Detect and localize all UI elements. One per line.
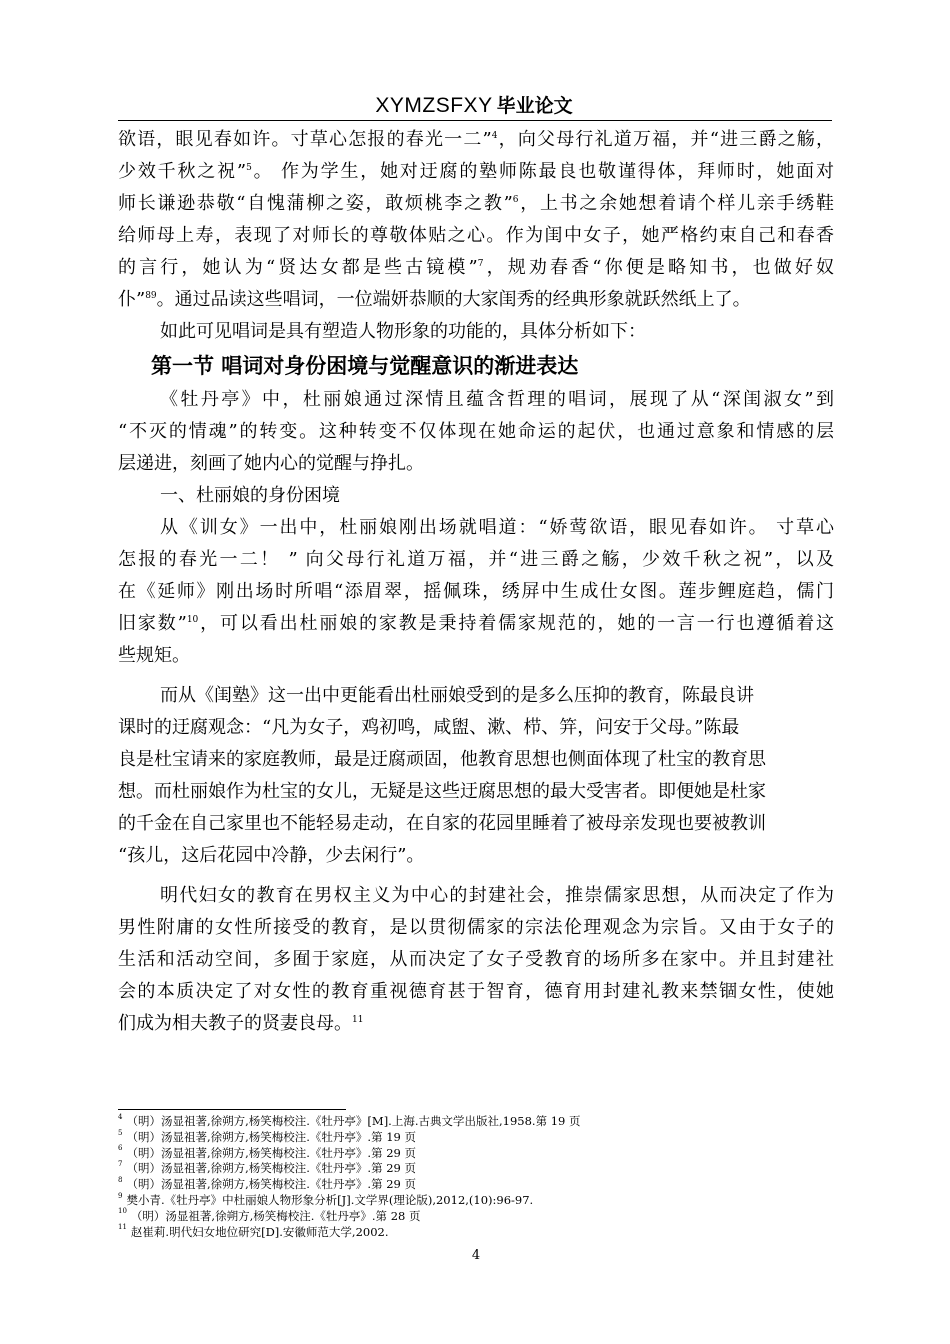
text-line: “孩儿，这后花园中冷静，少去闲行”。: [118, 845, 425, 866]
text-line: 怎报的春光一二！ ” 向父母行礼道万福，并“进三爵之觞，少效千秋之祝”，以及: [118, 549, 834, 570]
text-line: 如此可见唱词是具有塑造人物形象的功能的，具体分析如下：: [160, 321, 646, 342]
text-line: 的言行，她认为“贤达女都是些古镜模”$^7$，规劝春香“你便是略知书，也做好奴: [118, 257, 834, 278]
footnote-ref[interactable]: 10: [186, 614, 199, 625]
body-text: [118, 124, 834, 1040]
header-suffix: 毕业论文: [496, 95, 573, 117]
subsection-heading: [118, 480, 834, 512]
text-line: “不灭的情魂”的转变。这种转变不仅体现在她命运的起伏，也通过意象和情感的层: [118, 421, 834, 442]
footnote-number: 8: [118, 1175, 123, 1184]
text-line: 明代妇女的教育在男权主义为中心的封建社会，推崇儒家思想，从而决定了作为: [160, 885, 834, 906]
page-number: 4: [471, 1248, 481, 1263]
paragraph-gap: [118, 672, 834, 680]
header-code: XYMZSFXY: [375, 94, 493, 117]
paragraph: [118, 680, 834, 872]
text-line: 想。而杜丽娘作为杜宝的女儿，无疑是这些迂腐思想的最大受害者。即便她是杜家: [118, 781, 766, 802]
footnote-ref[interactable]: 89: [145, 290, 157, 301]
header-rule: [118, 120, 832, 121]
footnote-number: 10: [118, 1207, 127, 1216]
text-line: 而从《闺塾》这一出中更能看出杜丽娘受到的是多么压抑的教育，陈最良讲: [160, 685, 754, 706]
text-line: 些规矩。: [118, 645, 190, 666]
text-line: 课时的迂腐观念：“凡为女子，鸡初鸣，咸盥、漱、栉、笄，问安于父母。”陈最: [118, 717, 740, 738]
text-line: 师长谦逊恭敬“自愧蒲柳之姿，敢烦桃李之教”$^6$，上书之余她想着请个样儿亲手绣鞋: [118, 193, 835, 214]
paragraph: [118, 384, 834, 480]
paragraph: [118, 124, 834, 316]
footnote: $^9$ 樊小青.《牡丹亭》中杜丽娘人物形象分析[J].文学界(理论版),2012,(10):96-97.: [118, 1191, 534, 1207]
footnotes: [118, 1114, 838, 1240]
footnote: $^7$ （明）汤显祖著,徐朔方,杨笑梅校注.《牡丹亭》.第 29 页: [118, 1160, 417, 1176]
footnote-ref[interactable]: 4: [491, 130, 498, 141]
footnote-ref[interactable]: 7: [477, 258, 484, 269]
paragraph: [118, 880, 834, 1040]
footnote: $^{11}$ 赵崔莉.明代妇女地位研究[D].安徽师范大学,2002.: [118, 1223, 389, 1239]
footnote-number: 4: [118, 1112, 123, 1121]
text-line: 们成为相夫教子的贤妻良母。$^{11}$: [118, 1013, 364, 1034]
paragraph: [118, 512, 834, 672]
text-line: 仆”$^{89}$。通过品读这些唱词，一位端妍恭顺的大家闺秀的经典形象就跃然纸上了。: [118, 289, 751, 310]
text-line: 的千金在自己家里也不能轻易走动，在自家的花园里睡着了被母亲发现也要被教训: [118, 813, 766, 834]
paragraph-gap: [118, 872, 834, 880]
footnote: $^4$ （明）汤显祖著,徐朔方,杨笑梅校注.《牡丹亭》[M].上海.古典文学出版社,1958.第 19 页: [118, 1112, 581, 1128]
footnote-number: 9: [118, 1191, 123, 1200]
footnote-ref[interactable]: 11: [352, 1014, 364, 1025]
text-line: 层递进，刻画了她内心的觉醒与挣扎。: [118, 453, 424, 474]
text-line: 欲语，眼见春如许。寸草心怎报的春光一二”$^4$，向父母行礼道万福，并“进三爵之觞，: [118, 129, 835, 150]
footnote: $^5$ （明）汤显祖著,徐朔方,杨笑梅校注.《牡丹亭》.第 19 页: [118, 1128, 417, 1144]
text-line: 给师母上寿，表现了对师长的尊敬体贴之心。作为闺中女子，她严格约束自己和春香: [118, 225, 834, 246]
footnote-ref[interactable]: 5: [246, 162, 252, 173]
footnote: $^{10}$ （明）汤显祖著,徐朔方,杨笑梅校注.《牡丹亭》.第 28 页: [118, 1207, 421, 1223]
section-heading: 第一节 唱词对身份困境与觉醒意识的渐进表达: [151, 354, 579, 378]
footnote-number: 11: [118, 1223, 127, 1232]
footnote-number: 7: [118, 1160, 123, 1169]
running-header: [118, 92, 830, 118]
text-line: 良是杜宝请来的家庭教师，最是迂腐顽固，他教育思想也侧面体现了杜宝的教育思: [118, 749, 766, 770]
footnote: $^6$ （明）汤显祖著,徐朔方,杨笑梅校注.《牡丹亭》.第 29 页: [118, 1144, 417, 1160]
paragraph: [118, 316, 834, 348]
footnote-ref[interactable]: 6: [512, 194, 519, 205]
footnote-rule: [118, 1109, 346, 1110]
text-line: 生活和活动空间，多囿于家庭，从而决定了女子受教育的场所多在家中。并且封建社: [118, 949, 834, 970]
text-line: 会的本质决定了对女性的教育重视德育甚于智育，德育用封建礼教来禁锢女性，使她: [118, 981, 834, 1002]
text-line: 从《训女》一出中，杜丽娘刚出场就唱道：“娇莺欲语，眼见春如许。 寸草心: [160, 517, 834, 538]
text-line: 《牡丹亭》中，杜丽娘通过深情且蕴含哲理的唱词，展现了从“深闺淑女”到: [160, 389, 834, 410]
footnote-number: 5: [118, 1128, 123, 1137]
text-line: 一、杜丽娘的身份困境: [160, 485, 340, 506]
footnote-number: 6: [118, 1144, 123, 1153]
text-line: 少效千秋之祝”$^5$。 作为学生，她对迂腐的塾师陈最良也敬谨得体，拜师时，她面对: [118, 161, 834, 182]
text-line: 男性附庸的女性所接受的教育，是以贯彻儒家的宗法伦理观念为宗旨。又由于女子的: [118, 917, 834, 938]
footnote: $^8$ （明）汤显祖著,徐朔方,杨笑梅校注.《牡丹亭》.第 29 页: [118, 1175, 417, 1192]
text-line: 在《延师》刚出场时所唱“添眉翠，摇佩珠，绣屏中生成仕女图。莲步鲤庭趋，儒门: [118, 581, 834, 602]
text-line: 旧家数”$^{10}$，可以看出杜丽娘的家教是秉持着儒家规范的，她的一言一行也遵循着这: [118, 613, 835, 634]
